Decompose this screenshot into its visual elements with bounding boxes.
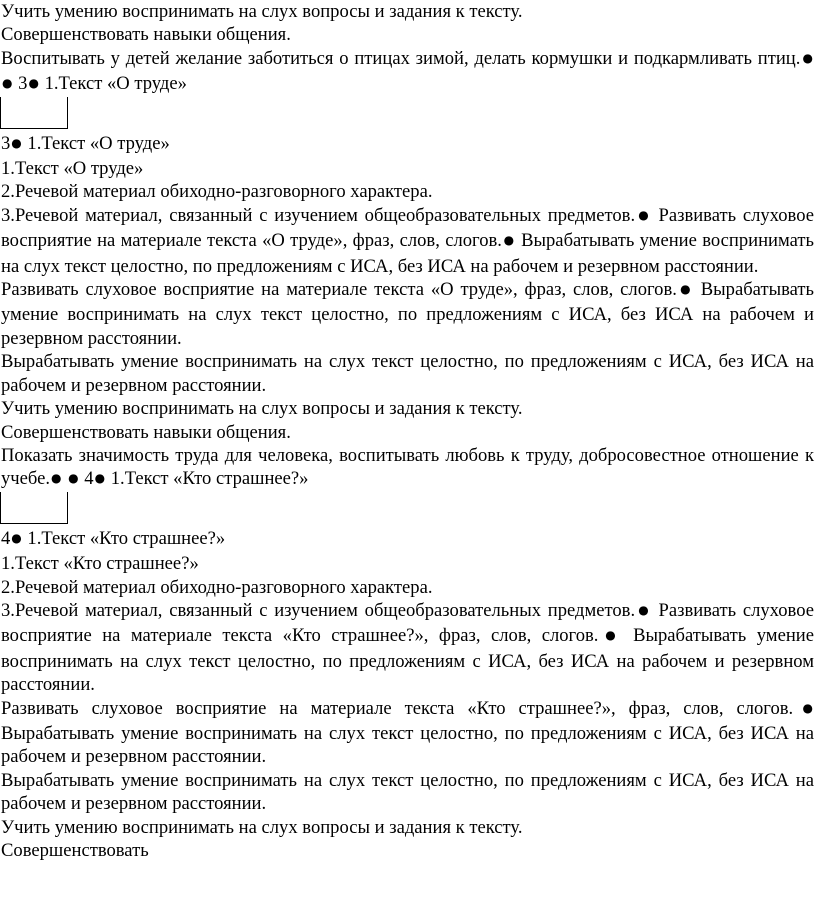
paragraph-improve-3: Совершенствовать bbox=[1, 840, 149, 861]
list-item-text: 1.Текст «О труде» bbox=[1, 158, 144, 180]
paragraph-develop bbox=[0, 278, 816, 350]
bullet-icon: ● bbox=[11, 135, 22, 150]
develop-text: Развивать слуховое восприятие на материале текста «Кто страшнее?», фраз, слов, слогов. bbox=[1, 697, 794, 719]
work-text: Вырабатывать умение воспринимать на слух текст целостно, по предложениям с ИСА, без ИСА на рабочем и резервном расстоянии. bbox=[1, 722, 814, 768]
lesson-heading-4 bbox=[0, 527, 816, 552]
list-item-subjects bbox=[0, 599, 816, 697]
bullet-icon: ● bbox=[94, 471, 106, 486]
paragraph-work: Вырабатывать умение воспринимать на слух текст целостно, по предложениям с ИСА, без ИСА на рабочем и резервном расстоянии. bbox=[1, 769, 814, 815]
lesson-topic: 1.Текст «Кто страшнее?» bbox=[106, 468, 309, 490]
bullet-icon: ● bbox=[794, 700, 813, 715]
list-item-subjects bbox=[0, 204, 816, 278]
lesson-number: 4 bbox=[79, 468, 94, 490]
bullet-icon: ● bbox=[51, 471, 62, 486]
paragraph-birds bbox=[0, 47, 816, 98]
bullet-icon: ● bbox=[677, 282, 693, 297]
bullet-icon: ● bbox=[636, 602, 651, 617]
work-text: Вырабатывать умение воспринимать на слух текст целостно, по предложениям с ИСА, без ИСА на рабочем и резервном расстоянии. bbox=[1, 625, 814, 696]
list-item-text: 1.Текст «Кто страшнее?» bbox=[1, 553, 199, 575]
lesson-heading-text: 1.Текст «Кто страшнее?» bbox=[22, 527, 226, 549]
bullet-icon: ● bbox=[68, 471, 79, 486]
bullet-icon: ● bbox=[28, 76, 39, 91]
work-text: Вырабатывать умение воспринимать на слух текст целостно, по предложениям с ИСА, без ИСА на рабочем и резервном расстоянии. bbox=[1, 230, 815, 277]
bullet-icon: ● bbox=[599, 628, 622, 643]
bullet-icon: ● bbox=[502, 233, 515, 248]
table-cell-box bbox=[0, 97, 68, 129]
list-item-speech: 2.Речевой материал обиходно-разговорного характера. bbox=[1, 181, 433, 203]
bullet-icon: ● bbox=[801, 50, 813, 65]
bullet-icon: ● bbox=[11, 530, 22, 545]
develop-text: Развивать слуховое восприятие на материале текста «Кто страшнее?», фраз, слов, слогов. bbox=[1, 599, 814, 647]
lesson-number: 4 bbox=[1, 527, 11, 549]
subjects-text: 3.Речевой материал, связанный с изучением общеобразовательных предметов. bbox=[1, 599, 636, 621]
paragraph-improve-1: Совершенствовать навыки общения. bbox=[1, 24, 291, 46]
birds-text: Воспитывать у детей желание заботиться о птицах зимой, делать кормушки и подкармливать птиц. bbox=[1, 47, 801, 69]
lesson-heading-3 bbox=[0, 132, 816, 157]
paragraph-teach-1: Учить умению воспринимать на слух вопросы и задания к тексту. bbox=[1, 1, 523, 22]
paragraph-improve-2: Совершенствовать навыки общения. bbox=[1, 421, 291, 443]
lesson-topic: 1.Текст «О труде» bbox=[39, 73, 187, 95]
develop-text: Развивать слуховое восприятие на материале текста «О труде», фраз, слов, слогов. bbox=[1, 279, 677, 301]
paragraph-teach-3: Учить умению воспринимать на слух вопросы и задания к тексту. bbox=[1, 816, 523, 838]
paragraph-teach-2: Учить умению воспринимать на слух вопросы и задания к тексту. bbox=[1, 398, 523, 420]
table-cell-box bbox=[0, 492, 68, 524]
bullet-icon: ● bbox=[636, 207, 651, 222]
work-text: Вырабатывать умение воспринимать на слух текст целостно, по предложениям с ИСА, без ИСА на рабочем и резервном расстоянии. bbox=[1, 279, 814, 349]
labor-text: Показать значимость труда для человека, воспитывать любовь к труду, добросовестное отношение к учебе. bbox=[1, 444, 814, 490]
lesson-number: 3 bbox=[13, 73, 28, 95]
list-item-speech: 2.Речевой материал обиходно-разговорного характера. bbox=[1, 576, 433, 598]
paragraph-work: Вырабатывать умение воспринимать на слух текст целостно, по предложениям с ИСА, без ИСА на рабочем и резервном расстоянии. bbox=[1, 351, 814, 396]
lesson-heading-text: 1.Текст «О труде» bbox=[22, 132, 170, 154]
paragraph-labor bbox=[0, 444, 816, 493]
subjects-text: 3.Речевой материал, связанный с изучением общеобразовательных предметов. bbox=[1, 204, 636, 226]
paragraph-develop bbox=[0, 697, 816, 769]
lesson-number: 3 bbox=[1, 132, 11, 154]
develop-text: Развивать слуховое восприятие на материале текста «О труде», фраз, слов, слогов. bbox=[1, 204, 814, 252]
bullet-icon: ● bbox=[2, 76, 13, 91]
